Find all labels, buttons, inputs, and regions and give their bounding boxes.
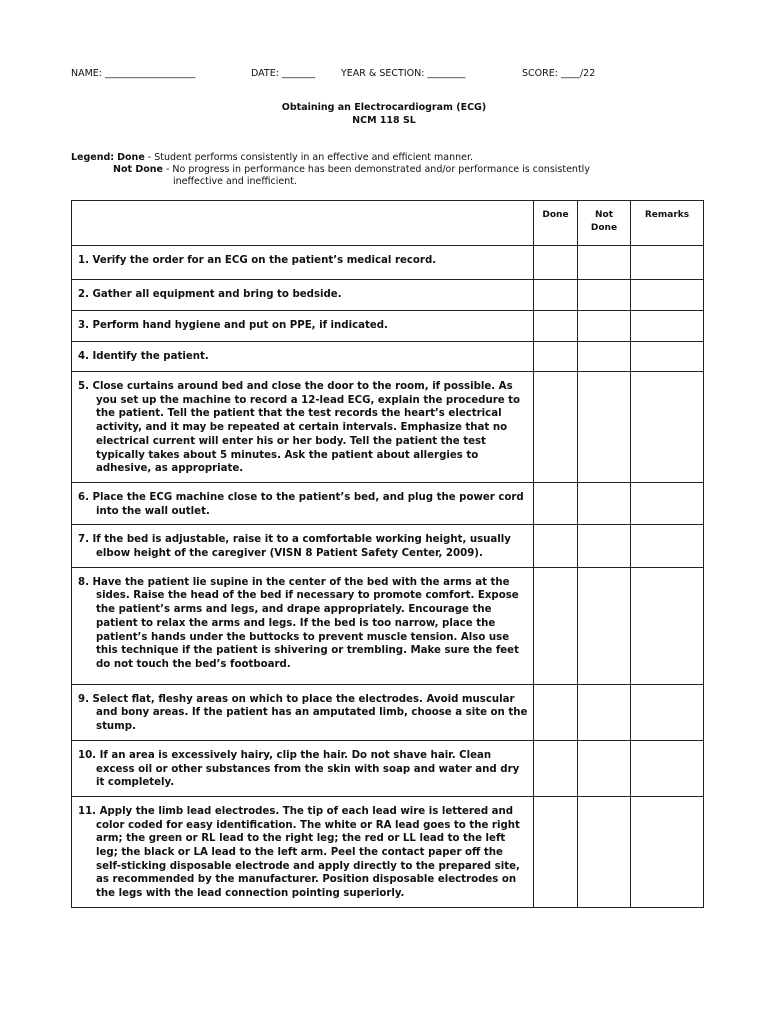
table-row: [72, 342, 704, 372]
course-code: NCM 118 SL: [352, 115, 416, 126]
table-row: [72, 796, 704, 907]
table-row: [72, 246, 704, 280]
table-row: [72, 684, 704, 740]
done-cell[interactable]: [534, 567, 578, 684]
step-text: [72, 684, 534, 740]
not-done-cell[interactable]: [578, 796, 631, 907]
not-done-cell[interactable]: [578, 482, 631, 524]
done-cell[interactable]: [534, 684, 578, 740]
remarks-cell[interactable]: [631, 280, 704, 311]
done-cell[interactable]: [534, 740, 578, 796]
done-cell[interactable]: [534, 342, 578, 372]
legend-not-done: [113, 164, 590, 175]
step-1: 1. Verify the order for an ECG on the patient’s medical record.: [78, 255, 437, 266]
legend-not-done-term: Not Done: [113, 164, 163, 175]
not-done-cell[interactable]: [578, 311, 631, 342]
step-text: [72, 567, 534, 684]
remarks-cell[interactable]: [631, 342, 704, 372]
remarks-cell[interactable]: [631, 567, 704, 684]
year-section-field[interactable]: YEAR & SECTION: ________: [341, 68, 466, 79]
step-text: [72, 525, 534, 567]
step-text: [72, 372, 534, 483]
done-cell[interactable]: [534, 482, 578, 524]
header-step: [72, 201, 534, 246]
table-header-row: [72, 201, 704, 246]
step-text: [72, 280, 534, 311]
table-row: [72, 372, 704, 483]
remarks-cell[interactable]: [631, 482, 704, 524]
not-done-cell[interactable]: [578, 525, 631, 567]
procedure-checklist: [71, 200, 704, 908]
step-2: 2. Gather all equipment and bring to bedside.: [78, 289, 342, 300]
not-done-cell[interactable]: [578, 246, 631, 280]
header-remarks: Remarks: [631, 201, 704, 246]
legend-not-done-desc: - No progress in performance has been demonstrated and/or performance is consistently: [162, 164, 590, 175]
step-8: 8. Have the patient lie supine in the center of the bed with the arms at the sides. Raise the head of the bed if necessary to promote comfort. Expose the patient’s arms and legs, and drape appropriately. Encourage the patient to relax the arms and legs. If the bed is too narrow, place the patient’s hands under the buttocks to prevent muscle tension. Also use this technique if the patient is shivering or trembling. Make sure the feet do not touch the bed’s footboard.: [78, 576, 519, 670]
step-10: 10. If an area is excessively hairy, clip the hair. Do not shave hair. Clean excess oil or other substances from the skin with soap and water and dry it completely.: [78, 749, 520, 789]
not-done-cell[interactable]: [578, 684, 631, 740]
step-6: 6. Place the ECG machine close to the patient’s bed, and plug the power cord into the wall outlet.: [78, 491, 524, 517]
done-cell[interactable]: [534, 311, 578, 342]
not-done-cell[interactable]: [578, 740, 631, 796]
remarks-cell[interactable]: [631, 311, 704, 342]
legend-done-desc: - Student performs consistently in an effective and efficient manner.: [144, 152, 474, 163]
step-text: [72, 246, 534, 280]
step-7: 7. If the bed is adjustable, raise it to a comfortable working height, usually elbow height of the caregiver (VISN 8 Patient Safety Center, 2009).: [78, 534, 511, 560]
table-row: [72, 525, 704, 567]
done-cell[interactable]: [534, 280, 578, 311]
not-done-cell[interactable]: [578, 342, 631, 372]
step-4: 4. Identify the patient.: [78, 351, 209, 362]
date-field[interactable]: DATE: _______: [251, 68, 316, 79]
done-cell[interactable]: [534, 372, 578, 483]
not-done-cell[interactable]: [578, 280, 631, 311]
not-done-cell[interactable]: [578, 372, 631, 483]
legend-done: [71, 152, 473, 163]
table-row: [72, 567, 704, 684]
step-9: 9. Select flat, fleshy areas on which to place the electrodes. Avoid muscular and bony areas. If the patient has an amputated limb, choose a site on the stump.: [78, 693, 528, 733]
table-row: [72, 740, 704, 796]
step-text: [72, 796, 534, 907]
header-not-done: Not Done: [578, 201, 631, 246]
remarks-cell[interactable]: [631, 796, 704, 907]
table-row: [72, 280, 704, 311]
document-title: Obtaining an Electrocardiogram (ECG): [281, 102, 487, 113]
legend-not-done-desc-cont: ineffective and inefficient.: [173, 176, 298, 187]
step-text: [72, 740, 534, 796]
remarks-cell[interactable]: [631, 246, 704, 280]
done-cell[interactable]: [534, 246, 578, 280]
table-row: [72, 482, 704, 524]
step-11: 11. Apply the limb lead electrodes. The tip of each lead wire is lettered and color coded for easy identification. The white or RA lead goes to the right arm; the green or RL lead to the right leg; the red or LL lead to the left leg; the black or LA lead to the left arm. Peel the contact paper off the self-sticking disposable electrode and apply directly to the prepared site, as recommended by the manufacturer. Position disposable electrodes on the legs with the lead connection pointing superiorly.: [78, 805, 520, 900]
step-text: [72, 342, 534, 372]
step-5: 5. Close curtains around bed and close the door to the room, if possible. As you set up the machine to record a 12-lead ECG, explain the procedure to the patient. Tell the patient that the test records the heart’s electrical activity, and it may be repeated at certain intervals. Emphasize that no electrical current will enter his or her body. Tell the patient the test typically takes about 5 minutes. Ask the patient about allergies to adhesive, as appropriate.: [78, 381, 521, 475]
legend-done-term: Done: [117, 152, 145, 163]
done-cell[interactable]: [534, 525, 578, 567]
table-row: [72, 311, 704, 342]
not-done-cell[interactable]: [578, 567, 631, 684]
step-3: 3. Perform hand hygiene and put on PPE, if indicated.: [78, 320, 388, 331]
remarks-cell[interactable]: [631, 684, 704, 740]
name-field[interactable]: NAME: ___________________: [71, 68, 196, 79]
remarks-cell[interactable]: [631, 372, 704, 483]
step-text: [72, 311, 534, 342]
step-text: [72, 482, 534, 524]
remarks-cell[interactable]: [631, 740, 704, 796]
legend-label: Legend:: [71, 152, 115, 163]
header-done: Done: [534, 201, 578, 246]
done-cell[interactable]: [534, 796, 578, 907]
score-field[interactable]: SCORE: ____/22: [522, 68, 596, 79]
remarks-cell[interactable]: [631, 525, 704, 567]
